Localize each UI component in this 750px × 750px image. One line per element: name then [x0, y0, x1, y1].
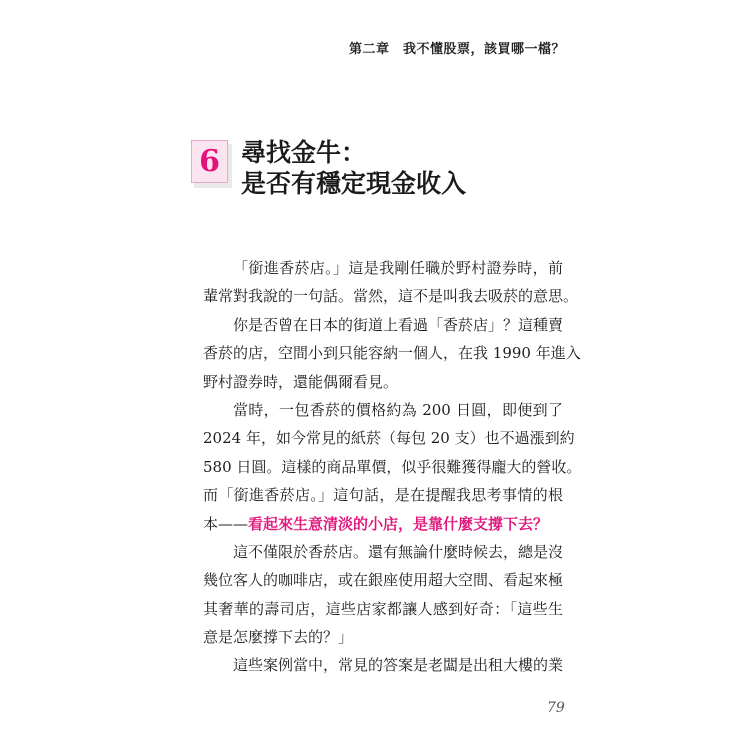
- chapter-number-box: [191, 140, 231, 186]
- body-line: 「銜進香菸店。」這是我剛任職於野村證券時，前: [233, 259, 563, 277]
- body-line: 意是怎麼撐下去的？」: [203, 628, 354, 647]
- body-line: 這些案例當中，常見的答案是老闆是出租大樓的業: [233, 656, 564, 675]
- chapter-number: 6: [199, 144, 220, 179]
- body-text: [203, 254, 582, 680]
- highlight-text: 看起來生意清淡的小店，是靠什麼支撐下去？: [248, 514, 549, 533]
- body-line: 580 日圓。這樣的商品單價，似乎很難獲得龐大的營收。: [203, 457, 582, 476]
- body-line: 當時，一包香菸的價格約為 200 日圓，即便到了: [233, 400, 563, 419]
- highlight-prefix: 本——: [203, 514, 249, 533]
- chapter-title-line-1: 尋找金牛：: [241, 138, 367, 167]
- running-header: 第二章 我不懂股票，該買哪一檔？: [348, 42, 565, 57]
- body-line: 香菸的店，空間小到只能容納一個人，在我 1990 年進入: [203, 344, 581, 363]
- body-line: 其奢華的壽司店，這些店家都讓人感到好奇：「這些生: [203, 599, 563, 618]
- body-line: 而「銜進香菸店。」這句話，是在提醒我思考事情的根: [203, 486, 563, 505]
- body-line: 幾位客人的咖啡店，或在銀座使用超大空間、看起來極: [203, 571, 564, 590]
- chapter-title-line-2: 是否有穩定現金收入: [241, 169, 467, 198]
- page-number: 79: [547, 700, 565, 716]
- highlight-line: [203, 510, 563, 538]
- body-line: 這不僅限於香菸店。還有無論什麼時候去，總是沒: [233, 542, 564, 561]
- body-line: 輩常對我說的一句話。當然，這不是叫我去吸菸的意思。: [203, 287, 579, 306]
- body-line: 你是否曾在日本的街道上看過「香菸店」？這種賣: [233, 315, 564, 334]
- body-line: 2024 年，如今常見的紙菸（每包 20 支）也不過漲到約: [203, 429, 575, 448]
- body-line: 野村證券時，還能偶爾看見。: [203, 372, 399, 391]
- chapter-title: [241, 137, 466, 199]
